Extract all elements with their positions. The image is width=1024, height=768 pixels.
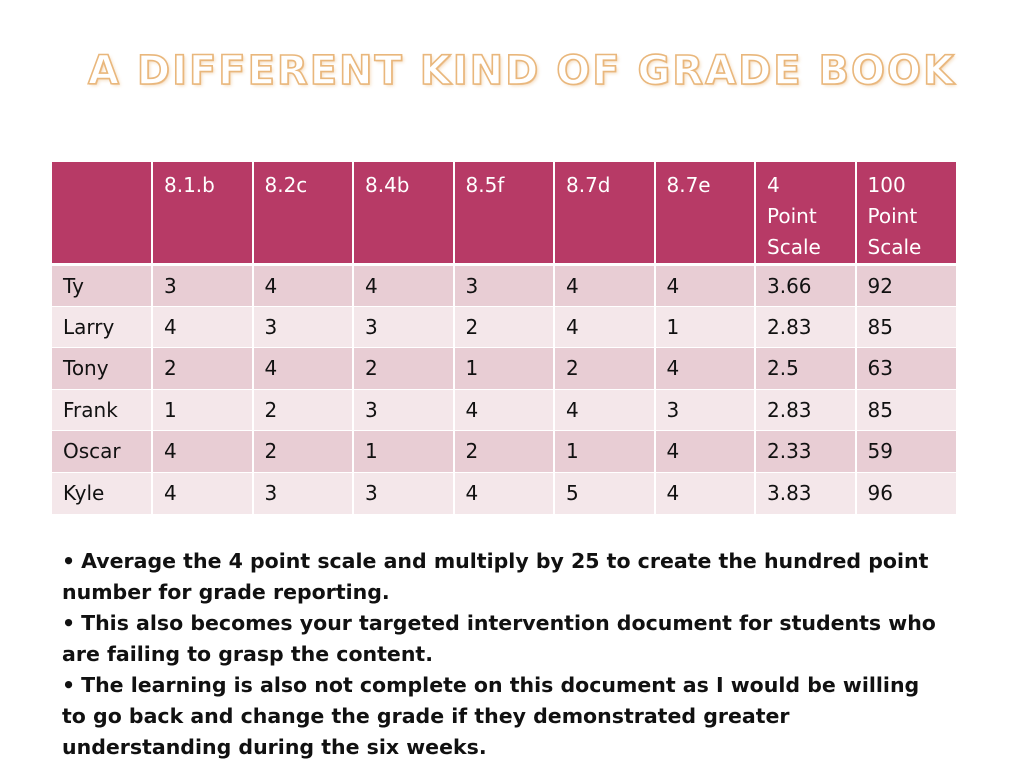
table-cell: 2 [454,431,555,473]
table-row [52,348,956,390]
table-cell: 4 [554,265,655,307]
header-cell-100-point-scale [856,162,957,265]
table-cell: 3 [253,472,354,514]
table-cell: 3 [655,389,756,431]
table-cell: 92 [856,265,957,307]
student-name-cell: Kyle [52,472,152,514]
table-cell: 4 [554,389,655,431]
grade-book-table [52,162,956,514]
table-cell: 2.83 [755,306,856,348]
student-name-cell: Ty [52,265,152,307]
table-cell: 1 [655,306,756,348]
student-name-cell: Oscar [52,431,152,473]
table-cell: 2.5 [755,348,856,390]
header-cell-standard: 8.4b [353,162,454,265]
bullet-icon: • [62,549,76,573]
table-cell: 4 [554,306,655,348]
header-line: Point [767,204,817,228]
table-cell: 4 [353,265,454,307]
header-line: Scale [867,235,922,259]
table-cell: 4 [152,306,253,348]
table-cell: 4 [253,348,354,390]
table-cell: 5 [554,472,655,514]
note-text: The learning is also not complete on this document as I would be willing to go back and change the grade if they demonstrated greater understanding during the six weeks. [62,673,920,759]
table-cell: 2 [152,348,253,390]
table-body [52,265,956,514]
header-cell-standard: 8.1.b [152,162,253,265]
table-row [52,431,956,473]
table-cell: 85 [856,389,957,431]
table-cell: 3 [353,389,454,431]
note-item [62,546,942,608]
table-cell: 3 [454,265,555,307]
table-cell: 2 [554,348,655,390]
slide-title: A DIFFERENT KIND OF GRADE BOOK [87,48,957,94]
bullet-icon: • [62,673,76,697]
table-cell: 4 [655,265,756,307]
table-cell: 2 [353,348,454,390]
table-cell: 2 [253,431,354,473]
table-cell: 2.33 [755,431,856,473]
table-header-row [52,162,956,265]
student-name-cell: Larry [52,306,152,348]
note-text: This also becomes your targeted intervention document for students who are failing to grasp the content. [62,611,936,666]
note-item [62,670,942,763]
note-item [62,608,942,670]
table-cell: 3 [353,472,454,514]
table-cell: 4 [152,431,253,473]
table-cell: 3 [353,306,454,348]
header-line: Scale [767,235,821,259]
header-line: 100 [867,173,906,197]
table-cell: 2.83 [755,389,856,431]
table-cell: 96 [856,472,957,514]
table-cell: 1 [554,431,655,473]
table-cell: 4 [454,389,555,431]
table-row [52,472,956,514]
header-cell-standard: 8.7d [554,162,655,265]
table-row [52,265,956,307]
table-cell: 3.83 [755,472,856,514]
header-cell-standard: 8.5f [454,162,555,265]
table-cell: 1 [353,431,454,473]
header-cell-standard: 8.2c [253,162,354,265]
table-cell: 1 [454,348,555,390]
table-cell: 4 [152,472,253,514]
table-cell: 59 [856,431,957,473]
header-cell-student [52,162,152,265]
header-cell-standard: 8.7e [655,162,756,265]
student-name-cell: Tony [52,348,152,390]
header-line: 4 [767,173,780,197]
bullet-icon: • [62,611,76,635]
student-name-cell: Frank [52,389,152,431]
table-cell: 3 [152,265,253,307]
table-cell: 4 [454,472,555,514]
table-cell: 4 [655,431,756,473]
notes-list [62,546,942,763]
note-text: Average the 4 point scale and multiply by 25 to create the hundred point number for grade reporting. [62,549,929,604]
table-cell: 63 [856,348,957,390]
header-line: Point [867,204,918,228]
table-cell: 1 [152,389,253,431]
table-cell: 2 [454,306,555,348]
table-row [52,389,956,431]
table-cell: 2 [253,389,354,431]
table-cell: 4 [253,265,354,307]
table-row [52,306,956,348]
header-cell-4-point-scale [755,162,856,265]
table-cell: 3 [253,306,354,348]
table-cell: 4 [655,348,756,390]
table-cell: 85 [856,306,957,348]
table-cell: 3.66 [755,265,856,307]
table-cell: 4 [655,472,756,514]
